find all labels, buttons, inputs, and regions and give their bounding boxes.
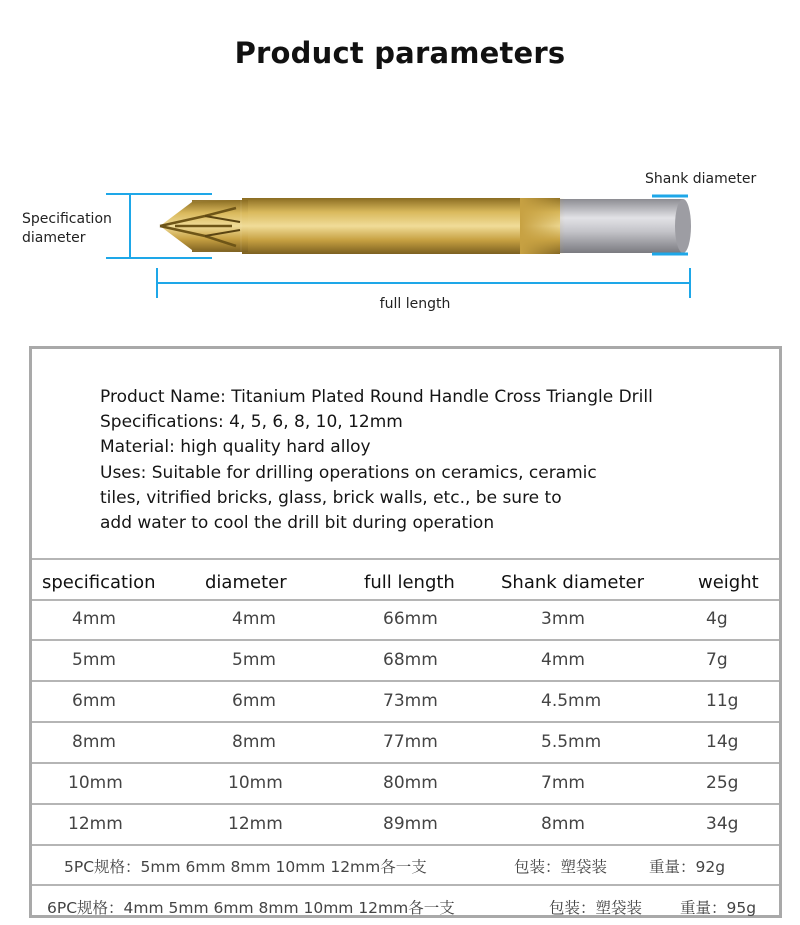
cell-full-length: 68mm [383, 650, 438, 670]
cell-full-length: 80mm [383, 773, 438, 793]
table-row [32, 804, 779, 846]
pack-5pc-weight: 重量：92g [649, 858, 726, 876]
product-specifications: Specifications: 4, 5, 6, 8, 10, 12mm [100, 412, 403, 433]
full-length-label: full length [379, 296, 451, 312]
table-row [32, 599, 779, 641]
product-material: Material: high quality hard alloy [100, 437, 371, 458]
header-full-length: full length [364, 572, 455, 593]
parameters-table [29, 346, 782, 918]
specification-diameter-label [22, 210, 112, 248]
drill-body [242, 198, 560, 254]
cell-specification: 8mm [72, 732, 116, 752]
table-row [32, 640, 779, 682]
shank-diameter-label: Shank diameter [645, 171, 757, 187]
cell-shank-diameter: 4.5mm [541, 691, 602, 711]
cell-shank-diameter: 7mm [541, 773, 585, 793]
cell-diameter: 8mm [232, 732, 276, 752]
header-shank-diameter: Shank diameter [501, 572, 645, 593]
drill-shank [555, 199, 683, 253]
cell-full-length: 77mm [383, 732, 438, 752]
pack-6pc-weight: 重量：95g [680, 899, 757, 917]
pack-5pc-spec: 5PC规格：5mm 6mm 8mm 10mm 12mm各一支 [64, 858, 427, 876]
header-specification: specification [42, 572, 156, 593]
pack-6pc-packaging: 包装：塑袋装 [549, 899, 643, 917]
cell-shank-diameter: 4mm [541, 650, 585, 670]
product-name: Product Name: Titanium Plated Round Handle Cross Triangle Drill [100, 387, 653, 407]
header-weight: weight [698, 572, 759, 593]
table-row [32, 722, 779, 764]
cell-diameter: 12mm [228, 814, 283, 834]
shank-end [675, 199, 691, 253]
cell-weight: 7g [706, 650, 728, 670]
cell-full-length: 73mm [383, 691, 438, 711]
cell-diameter: 5mm [232, 650, 276, 670]
pack-6pc-row [32, 886, 779, 925]
cell-diameter: 4mm [232, 609, 276, 629]
table-row [32, 681, 779, 723]
cell-specification: 12mm [68, 814, 123, 834]
cell-weight: 14g [706, 732, 739, 752]
cell-weight: 11g [706, 691, 739, 711]
cell-weight: 4g [706, 609, 728, 629]
table-header [32, 558, 779, 601]
drill-diagram [0, 150, 800, 330]
spec-label-line1: Specification [22, 211, 112, 227]
cell-full-length: 66mm [383, 609, 438, 629]
cell-shank-diameter: 3mm [541, 609, 585, 629]
cell-weight: 34g [706, 814, 739, 834]
product-uses-2: tiles, vitrified bricks, glass, brick walls, etc., be sure to [100, 487, 562, 508]
cell-specification: 5mm [72, 650, 116, 670]
table-row [32, 763, 779, 805]
pack-5pc-packaging: 包装：塑袋装 [514, 858, 608, 876]
product-uses-3: add water to cool the drill bit during operation [100, 513, 495, 534]
cell-diameter: 10mm [228, 773, 283, 793]
cell-specification: 10mm [68, 773, 123, 793]
cell-shank-diameter: 5.5mm [541, 732, 602, 752]
cell-specification: 4mm [72, 609, 116, 629]
cell-weight: 25g [706, 773, 739, 793]
pack-5pc-row [32, 845, 779, 886]
product-uses-1: Uses: Suitable for drilling operations on ceramics, ceramic [100, 462, 597, 483]
cell-full-length: 89mm [383, 814, 438, 834]
header-diameter: diameter [205, 572, 287, 593]
cell-diameter: 6mm [232, 691, 276, 711]
spec-label-line2: diameter [22, 230, 86, 246]
product-info [100, 385, 653, 536]
pack-6pc-spec: 6PC规格：4mm 5mm 6mm 8mm 10mm 12mm各一支 [47, 899, 455, 917]
cell-specification: 6mm [72, 691, 116, 711]
page-title: Product parameters [234, 36, 566, 70]
cell-shank-diameter: 8mm [541, 814, 585, 834]
